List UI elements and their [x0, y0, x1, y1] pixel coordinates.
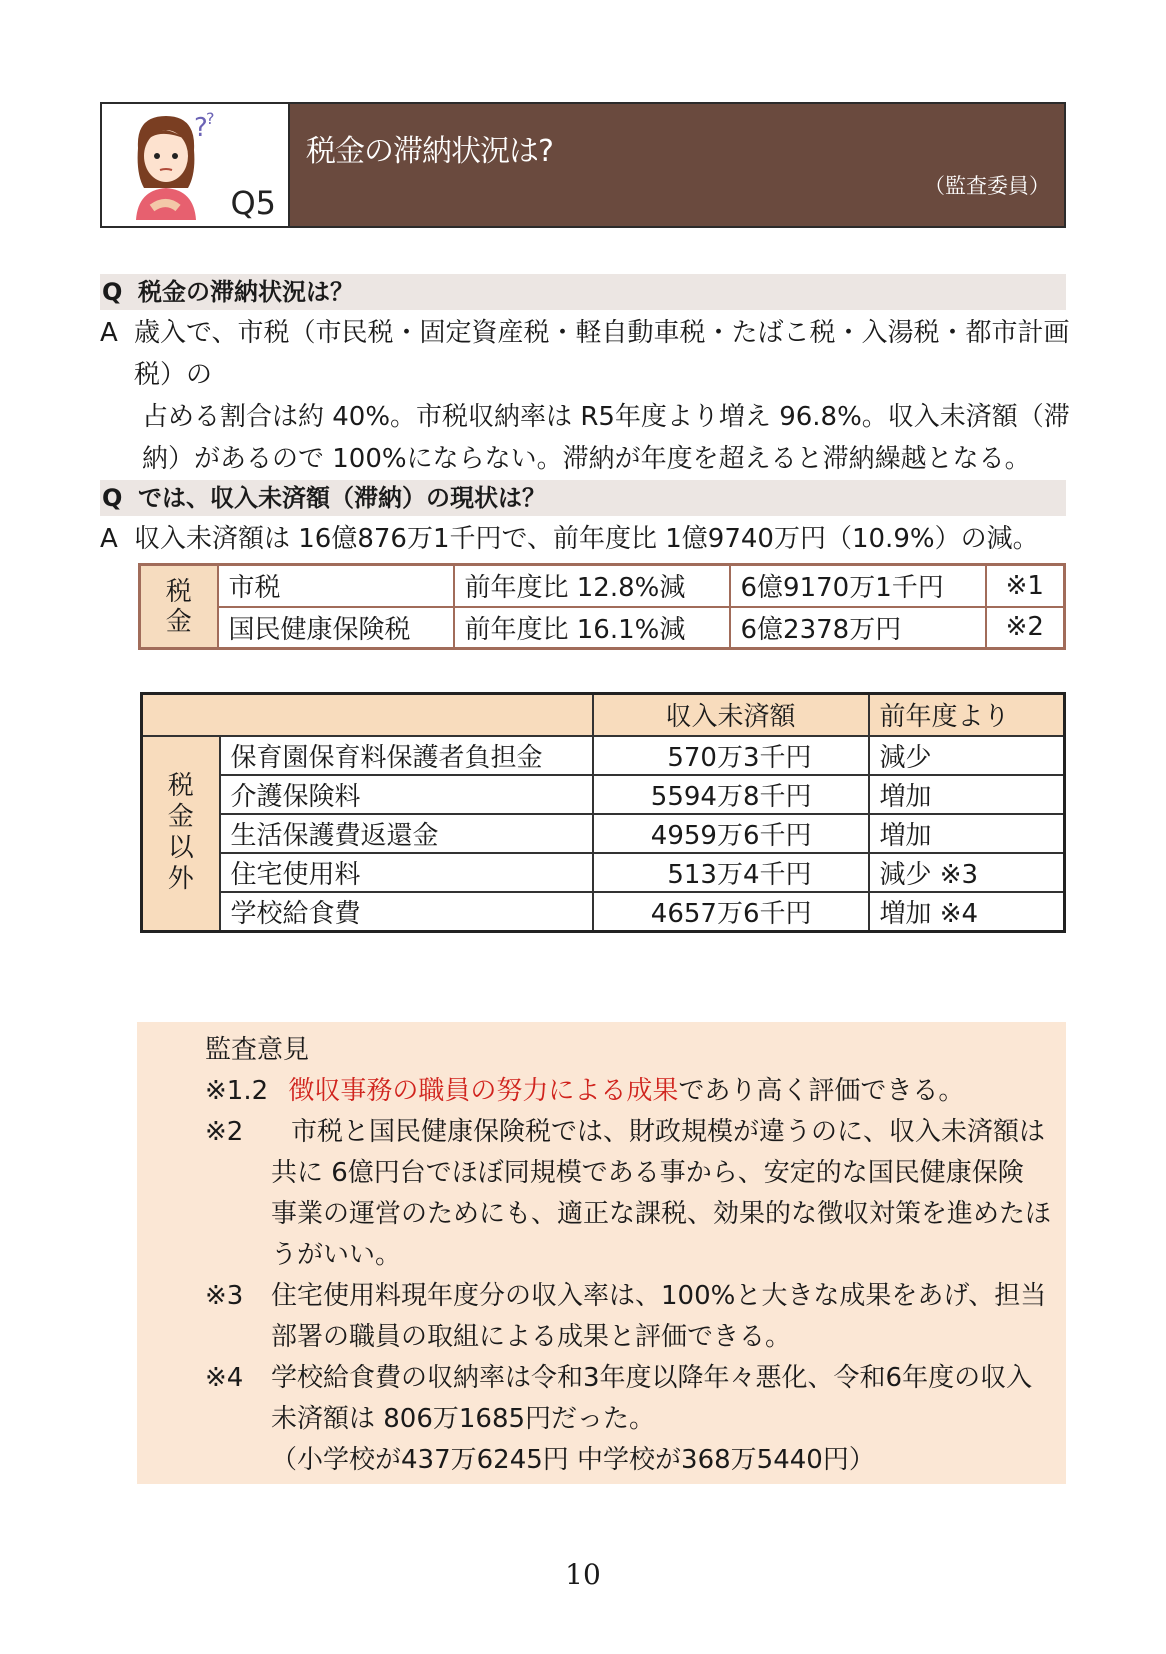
table-row: [140, 607, 1065, 649]
opinion-item-4: [205, 1358, 1032, 1481]
question-header: [100, 102, 1066, 228]
item-name: 介護保険料: [220, 775, 593, 814]
opinion-item-3: [205, 1276, 1046, 1358]
item-amount: 4959万6千円: [593, 814, 869, 853]
question-1-text: 税金の滞納状況は？: [138, 278, 354, 306]
opinion-line: 事業の運営のためにも、適正な課税、効果的な徴収対策を進めたほ: [271, 1199, 1052, 1229]
tax-change: 前年度比 12.8%減: [454, 565, 730, 607]
item-change: 増加: [869, 814, 1065, 853]
answer-1-line-3: 納）があるので 100%にならない。滞納が年度を超えると滞納繰越となる。: [142, 444, 1031, 474]
a-label: A: [100, 524, 118, 554]
tax-amount: 6億2378万円: [730, 607, 986, 649]
header-empty-cell: [142, 694, 593, 736]
audit-opinion-box: [137, 1022, 1066, 1484]
opinion-title: 監査意見: [205, 1035, 310, 1065]
item-change: 減少 ※3: [869, 853, 1065, 892]
opinion-line: 共に 6億円台でほぼ同規模である事から、安定的な国民健康保険: [271, 1158, 1024, 1188]
question-1: [100, 274, 1066, 310]
table-row: [142, 814, 1065, 853]
question-number: Q5: [230, 184, 276, 222]
opinion-line: （小学校が437万6245円 中学校が368万5440円）: [271, 1445, 875, 1475]
table-row: [142, 892, 1065, 932]
item-amount: 570万3千円: [593, 736, 869, 775]
table-row: [142, 853, 1065, 892]
opinion-mark: ※1.2: [205, 1076, 269, 1106]
question-2: [100, 480, 1066, 516]
opinion-line: 学校給食費の収納率は令和3年度以降年々悪化、令和6年度の収入: [271, 1363, 1033, 1393]
opinion-item-2: [205, 1112, 1051, 1276]
tax-note: ※1: [986, 565, 1065, 607]
item-name: 保育園保育料保護者負担金: [220, 736, 593, 775]
q-label: Q: [102, 278, 123, 306]
item-change: 増加: [869, 775, 1065, 814]
page-subtitle: （監査委員）: [924, 174, 1050, 198]
opinion-mark: ※4: [205, 1363, 244, 1393]
nontax-side-label: 税 金 以 外: [142, 736, 220, 932]
opinion-item-1: [205, 1071, 964, 1112]
answer-1: [100, 312, 1070, 480]
item-amount: 513万4千円: [593, 853, 869, 892]
page-number: 10: [565, 1558, 601, 1591]
table-row: [142, 736, 1065, 775]
item-amount: 5594万8千円: [593, 775, 869, 814]
opinion-line: うがいい。: [271, 1240, 402, 1270]
opinion-line: 部署の職員の取組による成果と評価できる。: [271, 1322, 792, 1352]
tax-name: 国民健康保険税: [218, 607, 454, 649]
tax-table: [138, 563, 1066, 650]
q-label: Q: [102, 484, 123, 512]
question-2-text: では、収入未済額（滞納）の現状は？: [138, 484, 546, 512]
tax-change: 前年度比 16.1%減: [454, 607, 730, 649]
opinion-line: 未済額は 806万1685円だった。: [271, 1404, 656, 1434]
opinion-mark: ※3: [205, 1281, 244, 1311]
nontax-table: [140, 692, 1066, 933]
column-header-change: 前年度より: [869, 694, 1065, 736]
answer-1-line-1: 歳入で、市税（市民税・固定資産税・軽自動車税・たばこ税・入湯税・都市計画税）の: [134, 318, 1070, 390]
answer-1-line-2: 占める割合は約 40%。市税収納率は R5年度より増え 96.8%。収入未済額（滞: [142, 402, 1070, 432]
item-change: 増加 ※4: [869, 892, 1065, 932]
opinion-line: 住宅使用料現年度分の収入率は、100%と大きな成果をあげ、担当: [271, 1281, 1047, 1311]
opinion-highlight: 徴収事務の職員の努力による成果: [288, 1076, 679, 1106]
opinion-text: であり高く評価できる。: [678, 1076, 965, 1106]
item-name: 生活保護費返還金: [220, 814, 593, 853]
svg-text:?: ?: [194, 113, 208, 143]
page-title: 税金の滞納状況は?: [306, 134, 553, 169]
item-name: 学校給食費: [220, 892, 593, 932]
header-illustration-panel: [102, 104, 290, 226]
tax-note: ※2: [986, 607, 1065, 649]
opinion-line: 市税と国民健康保険税では、財政規模が違うのに、収入未済額は: [291, 1117, 1046, 1147]
answer-2-text: 収入未済額は 16億876万1千円で、前年度比 1億9740万円（10.9%）の減。: [134, 524, 1039, 554]
a-label: A: [100, 318, 118, 348]
svg-text:?: ?: [206, 109, 215, 128]
tax-amount: 6億9170万1千円: [730, 565, 986, 607]
table-row: [142, 775, 1065, 814]
answer-2: [100, 518, 1070, 560]
item-name: 住宅使用料: [220, 853, 593, 892]
tax-side-label: 税 金: [140, 565, 218, 649]
header-title-panel: [290, 104, 1064, 226]
table-row: [140, 565, 1065, 607]
item-change: 減少: [869, 736, 1065, 775]
column-header-amount: 収入未済額: [593, 694, 869, 736]
table-header-row: [142, 694, 1065, 736]
thinking-woman-icon: [116, 108, 226, 220]
tax-name: 市税: [218, 565, 454, 607]
item-amount: 4657万6千円: [593, 892, 869, 932]
opinion-mark: ※2: [205, 1117, 244, 1147]
